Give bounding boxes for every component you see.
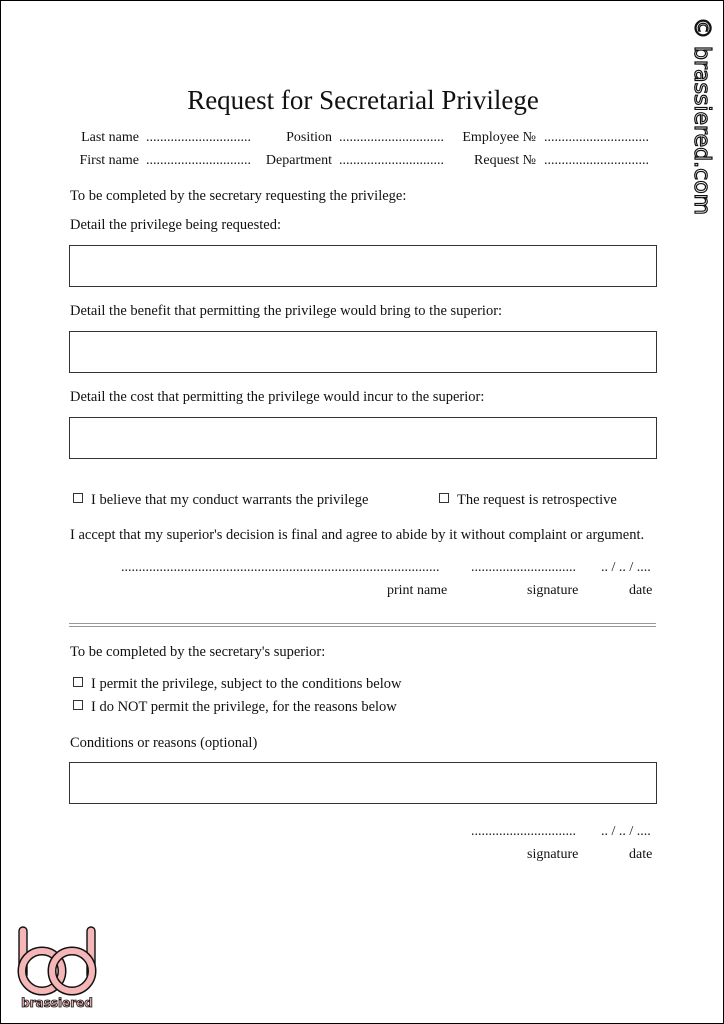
benefit-question: Detail the benefit that permitting the privilege would bring to the superior: <box>70 303 503 319</box>
secretary-date-caption: date <box>629 583 653 598</box>
print-name-field[interactable]: ........................................................................................... <box>121 560 440 575</box>
deny-checkbox[interactable] <box>73 700 83 710</box>
superior-signature-field[interactable]: .............................. <box>471 824 576 839</box>
section1-intro: To be completed by the secretary requesting the privilege: <box>70 188 407 204</box>
brand-logo <box>15 923 99 1011</box>
last-name-label: Last name <box>81 130 139 145</box>
permit-checkbox-row[interactable] <box>73 676 401 693</box>
last-name-field[interactable]: .............................. <box>146 130 251 145</box>
secretary-signature-caption: signature <box>527 583 579 598</box>
retrospective-checkbox-label: The request is retrospective <box>457 492 617 508</box>
first-name-field[interactable]: .............................. <box>146 153 251 168</box>
permit-checkbox-label: I permit the privilege, subject to the conditions below <box>91 676 402 692</box>
request-no-field[interactable]: .............................. <box>544 153 649 168</box>
logo-mark <box>19 927 95 991</box>
position-field[interactable]: .............................. <box>339 130 444 145</box>
secretary-date-field[interactable]: .. / .. / .... <box>601 560 651 575</box>
conditions-label: Conditions or reasons (optional) <box>70 735 258 751</box>
department-field[interactable]: .............................. <box>339 153 444 168</box>
conduct-checkbox-label: I believe that my conduct warrants the privilege <box>91 492 369 508</box>
department-label: Department <box>265 153 332 168</box>
cost-input-box[interactable] <box>69 417 657 459</box>
conduct-checkbox-row[interactable] <box>73 492 368 509</box>
privilege-question: Detail the privilege being requested: <box>70 217 281 233</box>
conduct-checkbox[interactable] <box>73 493 83 503</box>
retrospective-checkbox[interactable] <box>439 493 449 503</box>
benefit-input-box[interactable] <box>69 331 657 373</box>
superior-date-field[interactable]: .. / .. / .... <box>601 824 651 839</box>
section-divider <box>69 623 656 627</box>
permit-checkbox[interactable] <box>73 677 83 687</box>
superior-date-caption: date <box>629 847 653 862</box>
form-title: Request for Secretarial Privilege <box>187 85 539 115</box>
superior-signature-caption: signature <box>527 847 579 862</box>
secretary-signature-field[interactable]: .............................. <box>471 560 576 575</box>
section2-intro: To be completed by the secretary's superior: <box>70 644 326 660</box>
cost-question: Detail the cost that permitting the privilege would incur to the superior: <box>70 389 485 405</box>
conditions-input-box[interactable] <box>69 762 657 804</box>
watermark <box>687 15 715 215</box>
position-label: Position <box>286 130 332 145</box>
privilege-input-box[interactable] <box>69 245 657 287</box>
acceptance-statement: I accept that my superior's decision is final and agree to abide by it without complaint or argument. <box>70 527 645 543</box>
deny-checkbox-label: I do NOT permit the privilege, for the reasons below <box>91 699 397 715</box>
watermark-text: © brassiered.com <box>689 17 714 215</box>
retrospective-checkbox-row[interactable] <box>439 492 617 509</box>
employee-no-label: Employee № <box>462 130 536 145</box>
logo-text: brassiered <box>21 996 93 1010</box>
employee-no-field[interactable]: .............................. <box>544 130 649 145</box>
request-no-label: Request № <box>474 153 536 168</box>
first-name-label: First name <box>79 153 139 168</box>
print-name-caption: print name <box>387 583 448 598</box>
deny-checkbox-row[interactable] <box>73 699 397 716</box>
